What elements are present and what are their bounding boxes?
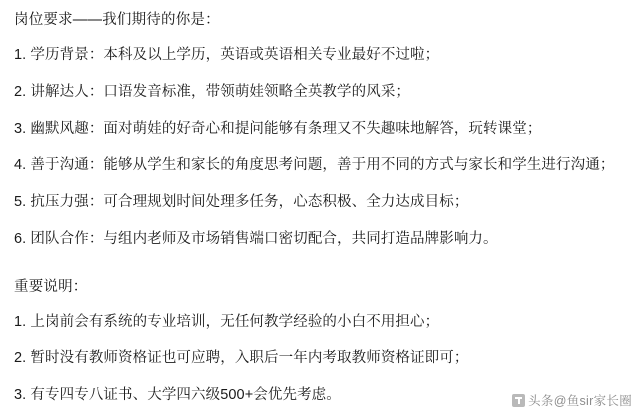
- watermark: [512, 391, 632, 409]
- section-spacer: [14, 251, 626, 277]
- list-item: 3. 幽默风趣：面对萌娃的好奇心和提问能够有条理又不失趣味地解答，玩转课堂；: [14, 120, 542, 137]
- notes-heading: 重要说明：: [14, 278, 88, 295]
- list-item: 6. 团队合作：与组内老师及市场销售端口密切配合，共同打造品牌影响力。: [14, 230, 498, 247]
- list-item: 5. 抗压力强：可合理规划时间处理多任务，心态积极、全力达成目标；: [14, 194, 469, 211]
- requirements-heading: 岗位要求——我们期待的你是：: [14, 12, 220, 28]
- list-item: 4. 善于沟通：能够从学生和家长的角度思考问题，善于用不同的方式与家长和学生进行沟通；: [14, 157, 615, 174]
- watermark-text: 头条@鱼sir家长圈: [528, 394, 632, 408]
- toutiao-logo-icon: [512, 394, 525, 407]
- list-item: 2. 讲解达人：口语发音标准，带领萌娃领略全英教学的风采；: [14, 83, 411, 100]
- list-item: 1. 学历背景：本科及以上学历，英语或英语相关专业最好不过啦；: [14, 47, 440, 64]
- list-item: 1. 上岗前会有系统的专业培训，无任何教学经验的小白不用担心；: [14, 313, 440, 330]
- requirements-list: [14, 45, 626, 251]
- list-item: 3. 有专四专八证书、大学四六级500+会优先考虑。: [14, 387, 341, 404]
- list-item: 2. 暂时没有教师资格证也可应聘，入职后一年内考取教师资格证即可；: [14, 350, 469, 367]
